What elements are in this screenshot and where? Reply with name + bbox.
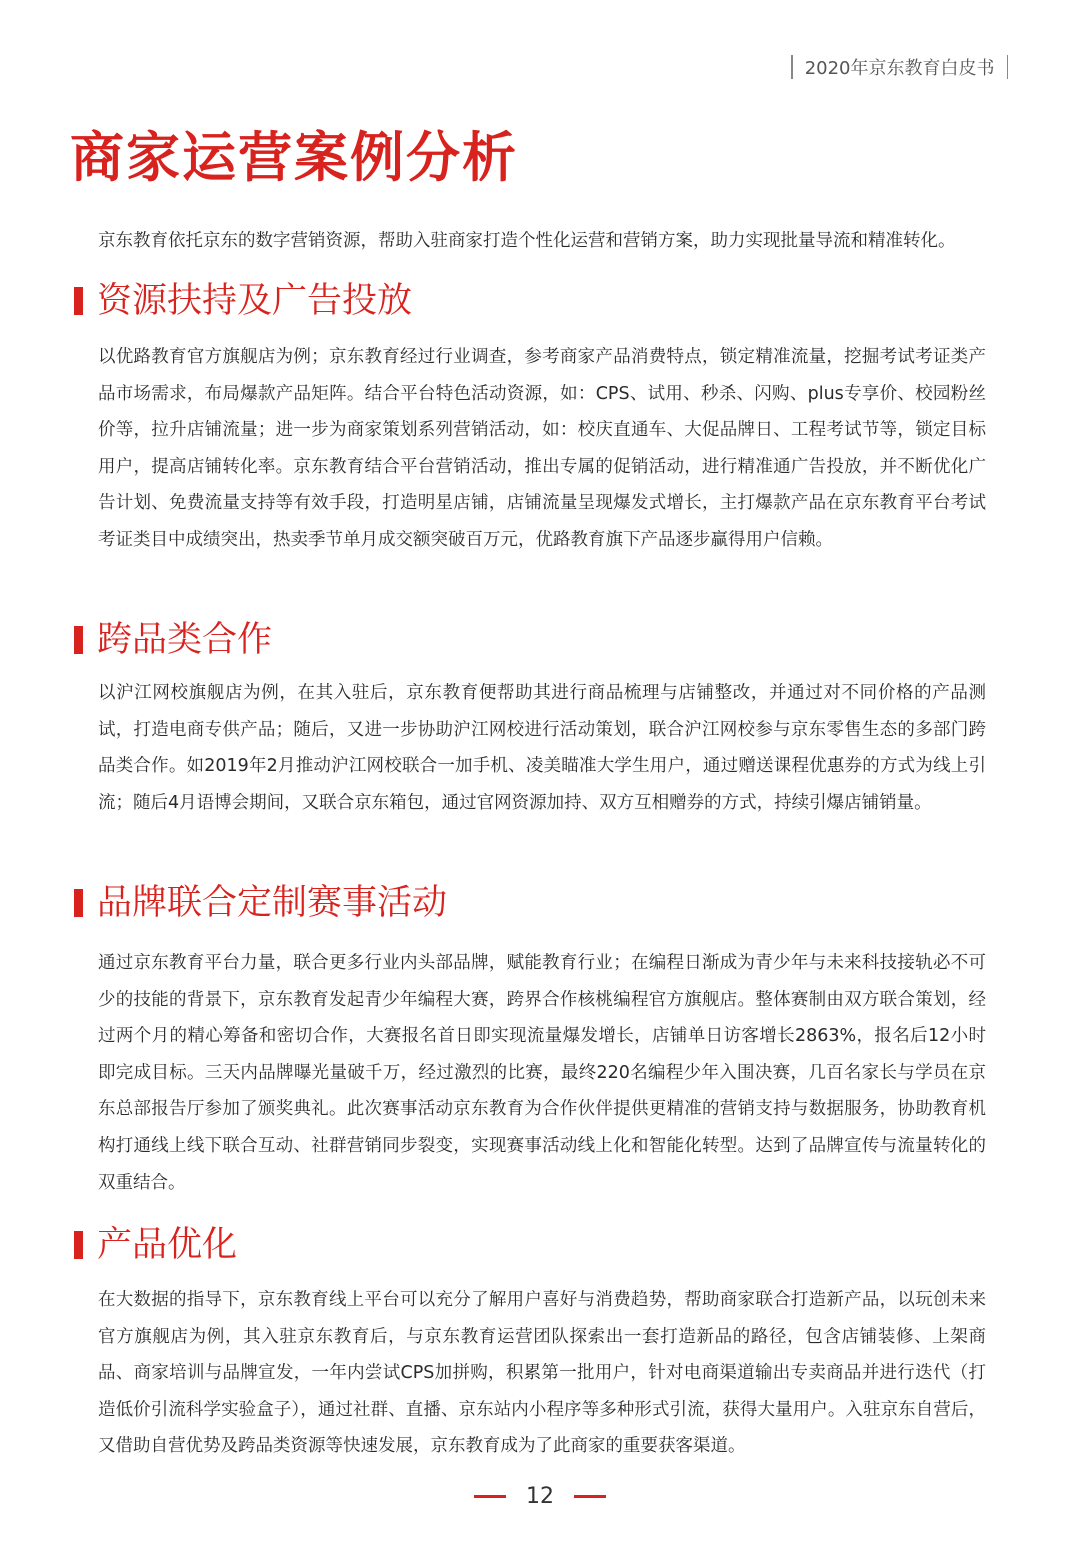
header xyxy=(791,54,1008,80)
section-title-brand-events xyxy=(74,879,447,927)
section-body-brand-events: 通过京东教育平台力量，联合更多行业内头部品牌，赋能教育行业；在编程日渐成为青少年与未来科技接轨必不可少的技能的背景下，京东教育发起青少年编程大赛，跨界合作核桃编程官方旗舰店。整体赛制由双方联合策划，经过两个月的精心筹备和密切合作，大赛报名首日即实现流量爆发增长，店铺单日访客增长2863%，报名后12小时即完成目标。三天内品牌曝光量破千万，经过激烈的比赛，最终220名编程少年入围决赛，几百名家长与学员在京东总部报告厅参加了颁奖典礼。此次赛事活动京东教育为合作伙伴提供更精准的营销支持与数据服务，协助教育机构打通线上线下联合互动、社群营销同步裂变，实现赛事活动线上化和智能化转型。达到了品牌宣传与流量转化的双重结合。 xyxy=(98,953,986,1193)
section-title-text: 品牌联合定制赛事活动 xyxy=(97,883,448,923)
section-body-product-optimization: 在大数据的指导下，京东教育线上平台可以充分了解用户喜好与消费趋势，帮助商家联合打造新产品，以玩创未来官方旗舰店为例，其入驻京东教育后，与京东教育运营团队探索出一套打造新品的路径，包含店铺装修、上架商品、商家培训与品牌宣发，一年内尝试CPS加拼购，积累第一批用户，针对电商渠道输出专卖商品并进行迭代（打造低价引流科学实验盒子），通过社群、直播、京东站内小程序等多种形式引流，获得大量用户。入驻京东自营后，又借助自营优势及跨品类资源等快速发展，京东教育成为了此商家的重要获客渠道。 xyxy=(98,1290,986,1457)
intro-paragraph: 京东教育依托京东的数字营销资源，帮助入驻商家打造个性化运营和营销方案，助力实现批量导流和精准转化。 xyxy=(98,231,956,251)
page-number: 12 xyxy=(526,1484,554,1509)
section-title-cross-category xyxy=(74,616,272,664)
section-title-text: 产品优化 xyxy=(97,1225,238,1265)
section-title-text: 资源扶持及广告投放 xyxy=(97,281,413,321)
section-body-cross-category: 以沪江网校旗舰店为例，在其入驻后，京东教育便帮助其进行商品梳理与店铺整改，并通过对不同价格的产品测试，打造电商专供产品；随后，又进一步协助沪江网校进行活动策划，联合沪江网校参与京东零售生态的多部门跨品类合作。如2019年2月推动沪江网校联合一加手机、凌美瞄准大学生用户，通过赠送课程优惠券的方式为线上引流；随后4月语博会期间，又联合京东箱包，通过官网资源加持、双方互相赠券的方式，持续引爆店铺销量。 xyxy=(98,683,986,813)
section-marker xyxy=(74,626,83,654)
header-doc-title: 2020年京东教育白皮书 xyxy=(804,58,995,79)
section-body-resource-support: 以优路教育官方旗舰店为例；京东教育经过行业调查，参考商家产品消费特点，锁定精准流量，挖掘考试考证类产品市场需求，布局爆款产品矩阵。结合平台特色活动资源，如：CPS、试用、秒杀、闪购、plus专享价、校园粉丝价等，拉升店铺流量；进一步为商家策划系列营销活动，如：校庆直通车、大促品牌日、工程考试节等，锁定目标用户，提高店铺转化率。京东教育结合平台营销活动，推出专属的促销活动，进行精准通广告投放，并不断优化广告计划、免费流量支持等有效手段，打造明星店铺，店铺流量呈现爆发式增长，主打爆款产品在京东教育平台考试考证类目中成绩突出，热卖季节单月成交额突破百万元，优路教育旗下产品逐步赢得用户信赖。 xyxy=(98,347,986,550)
footer-right-dash xyxy=(574,1495,606,1498)
section-title-text: 跨品类合作 xyxy=(97,620,273,660)
page-title: 商家运营案例分析 xyxy=(70,126,518,189)
header-left-divider xyxy=(791,55,793,79)
section-title-product-optimization xyxy=(74,1221,237,1269)
section-title-resource-support xyxy=(74,277,412,325)
section-marker xyxy=(74,287,83,315)
section-marker xyxy=(74,889,83,917)
section-marker xyxy=(74,1231,83,1259)
footer xyxy=(0,1484,1080,1509)
header-right-divider xyxy=(1007,55,1009,79)
footer-left-dash xyxy=(474,1495,506,1498)
